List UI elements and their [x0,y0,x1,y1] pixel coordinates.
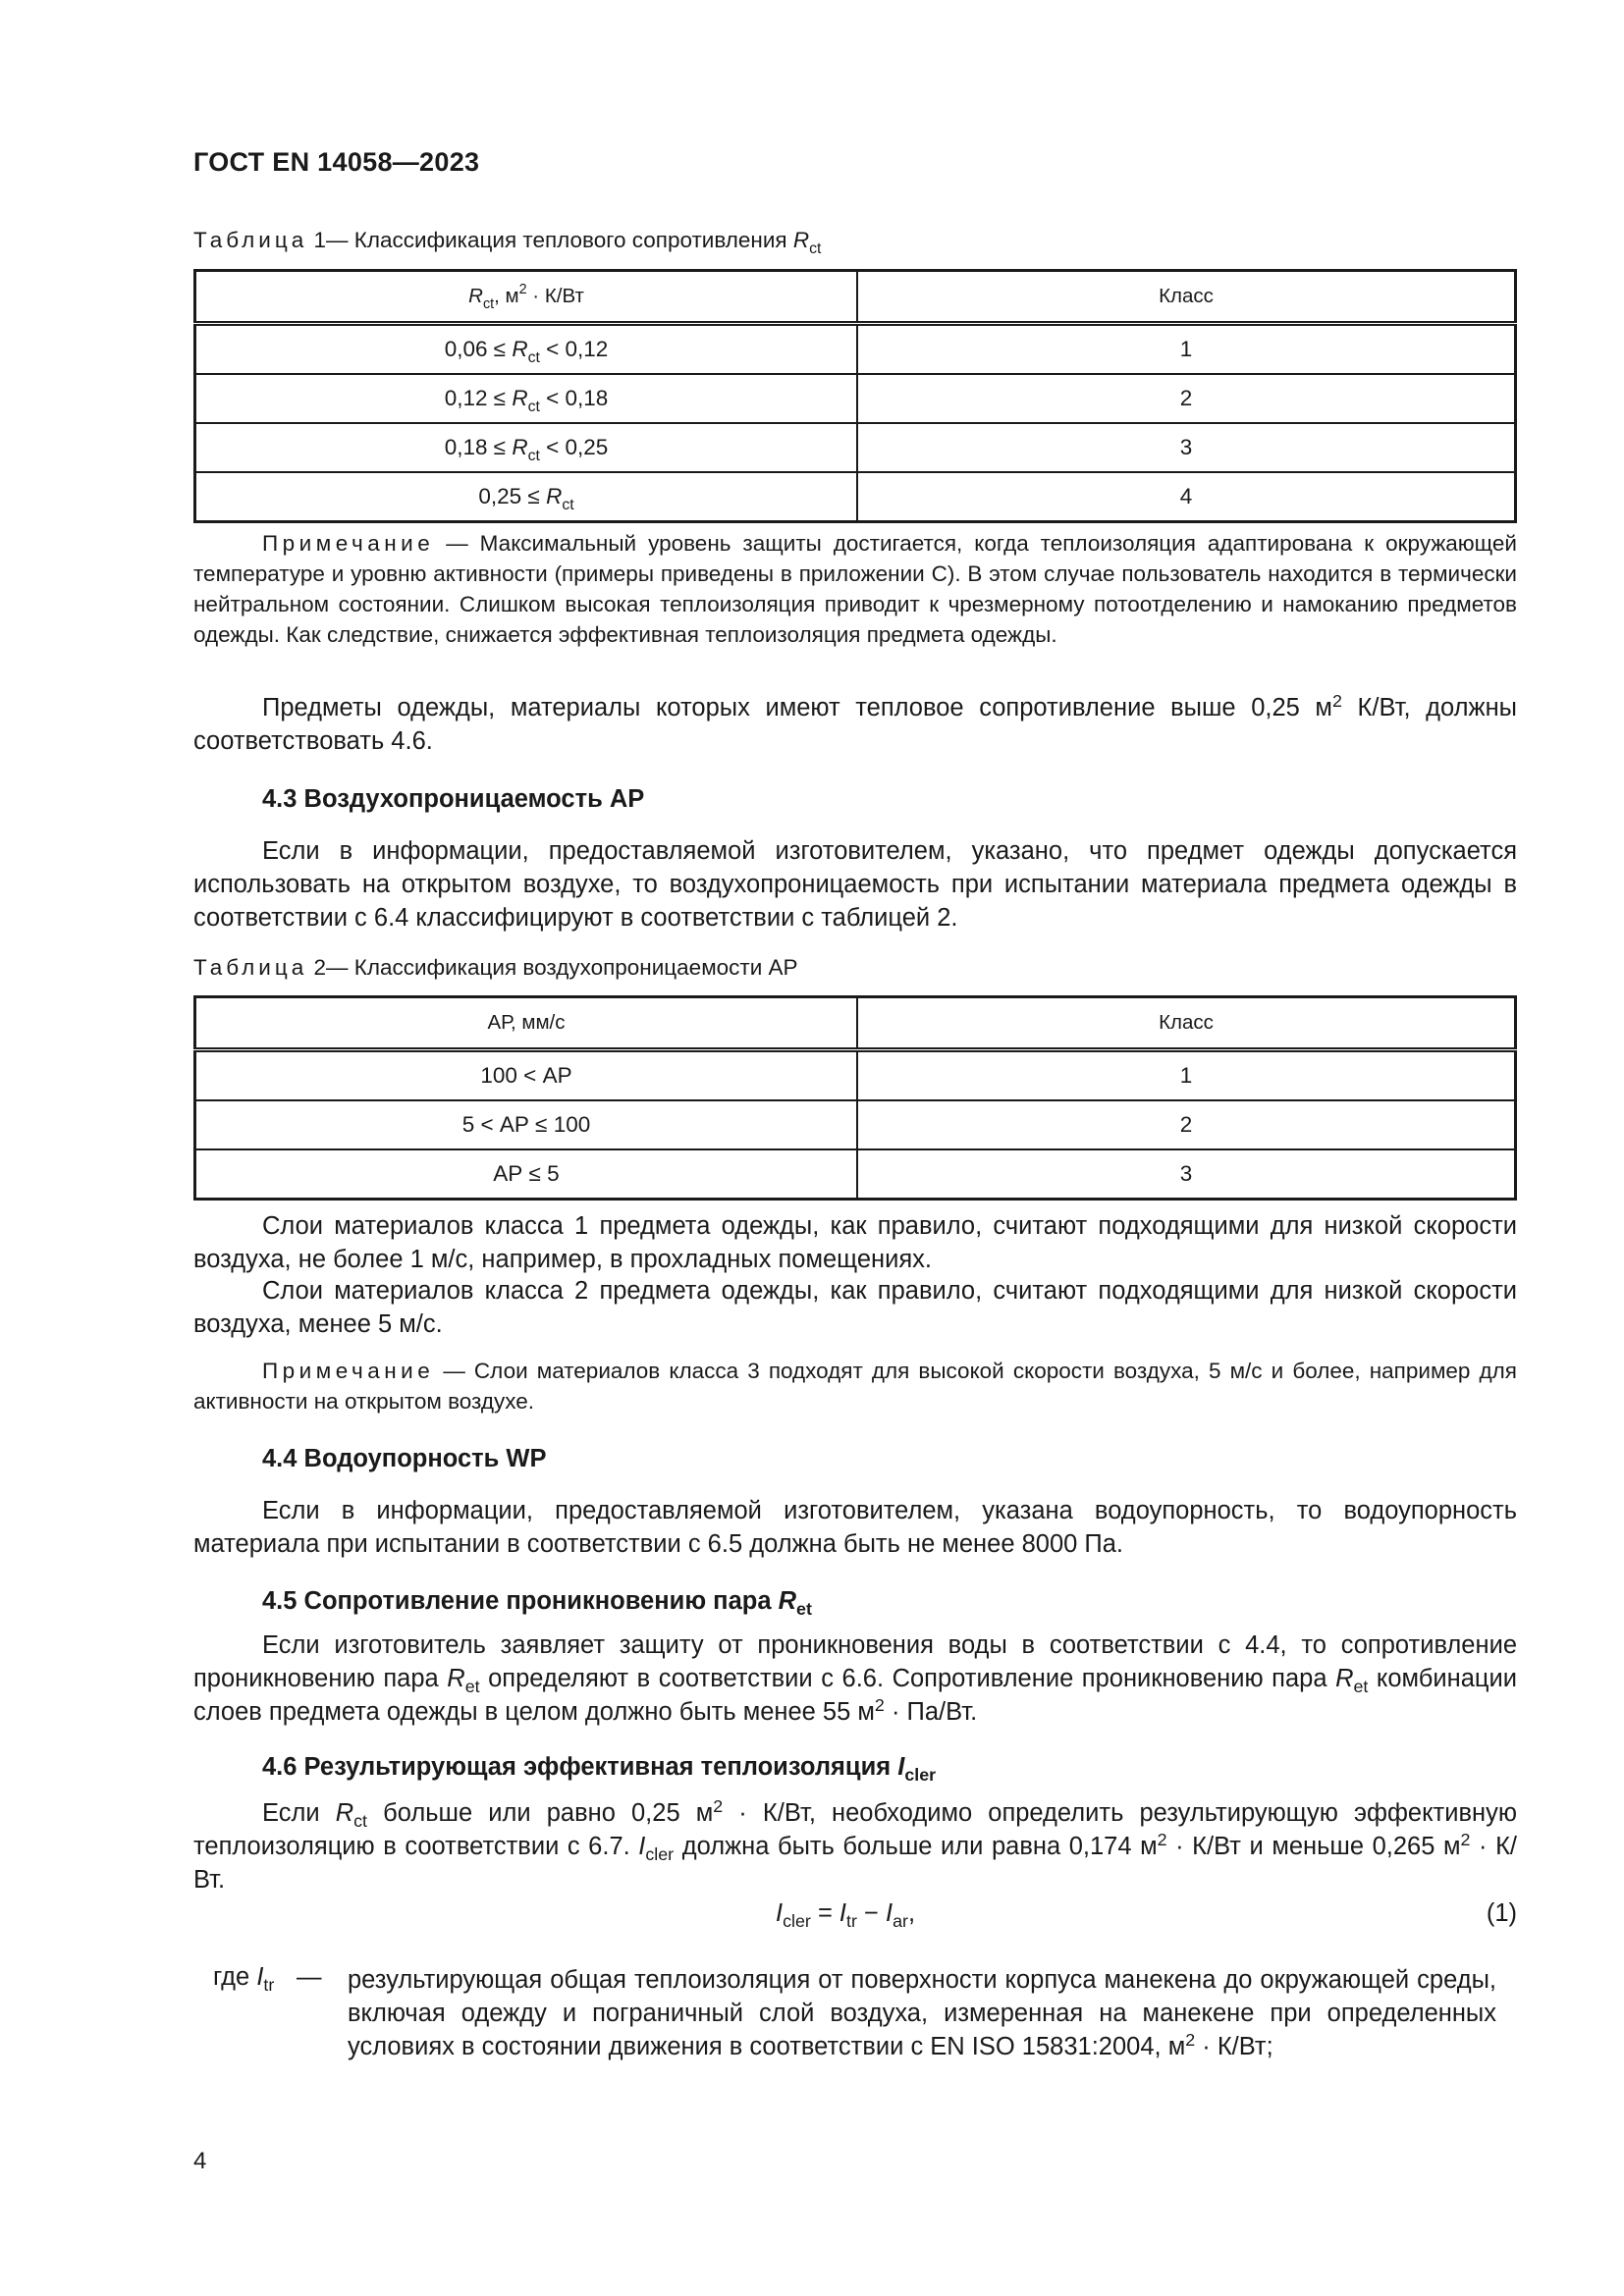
text: 0,12 ≤ [444,386,513,410]
text: где [213,1963,257,1991]
col-header-class: Класс [857,271,1516,324]
symbol: R [546,484,563,508]
table-header-row [195,271,1516,324]
text: Если изготовитель заявляет защиту от проникновения воды в соответствии с 4.4, то сопротивление проникновению пара [193,1631,1517,1692]
equation-formula [776,1899,916,1931]
note-text: — Слои материалов класса 3 подходят для высокой скорости воздуха, 5 м/с и более, например для активности на открытом воздухе. [193,1359,1517,1414]
section-4-3-heading: 4.3 Воздухопроницаемость АР [262,785,645,813]
text: Предметы одежды, материалы которых имеют тепловое сопротивление выше 0,25 м [262,694,1332,721]
text: · К/Вт; [1195,2033,1273,2060]
cell-range [195,423,858,472]
cell-class: 1 [857,1050,1516,1101]
text: определяют в соответствии с 6.6. Сопротивление проникновению пара [479,1665,1336,1692]
table-row [195,1149,1516,1200]
subscript: cler [645,1844,675,1864]
symbol: I [839,1899,847,1927]
superscript: 2 [1331,691,1342,711]
paragraph-class2: Слои материалов класса 2 предмета одежды, как правило, считают подходящими для низкой скорости воздуха, менее 5 м/с. [193,1277,1517,1338]
symbol: R [1335,1665,1354,1692]
table-header-row [195,997,1516,1050]
subscript: cler [783,1911,811,1931]
subscript: et [796,1599,812,1619]
table1-caption [193,228,822,257]
symbol: I [638,1833,646,1860]
text: больше или равно 0,25 м [367,1799,714,1827]
section-4-4-heading: 4.4 Водоупорность WP [262,1445,547,1472]
section-4-4-text: Если в информации, предоставляемой изготовителем, указана водоупорность, то водоупорность материала при испытании в соответствии с 6.5 должна быть не менее 8000 Па. [193,1497,1517,1558]
table-row [195,324,1516,375]
table2-caption [193,955,798,981]
cell-range [195,472,858,522]
table-row [195,374,1516,423]
cell-class: 2 [857,374,1516,423]
page-number: 4 [193,2148,207,2174]
table-row [195,472,1516,522]
note-label: Примечание [262,531,435,556]
cell-class: 3 [857,423,1516,472]
paragraph-clothing-items [193,691,1517,758]
symbol: R [335,1799,354,1827]
symbol: I [256,1963,264,1991]
where-dash: — [297,1963,322,1991]
text: комбинации слоев предмета одежды в целом должно быть менее 55 м [193,1665,1517,1726]
text: , [907,1899,916,1927]
where-definition [348,1963,1496,2063]
text: результирующая общая теплоизоляция от поверхности корпуса манекена до окружающей среды, включая одежду и пограничный слой воздуха, измеренная на манекене при определенных условиях в состоянии движения в соответствии с EN ISO 15831:2004, м [348,1966,1496,2060]
subscript: et [1353,1677,1369,1696]
text: К/Вт, должны соответствовать 4.6. [193,694,1517,755]
text: 4.6 Результирующая эффективная теплоизоляция [262,1753,898,1781]
subscript: tr [263,1975,275,1995]
cell-range: 100 < АР [195,1050,858,1101]
table1-thermal-resistance [193,269,1517,523]
subscript: tr [846,1911,857,1931]
unit: , м [494,285,519,307]
cell-class: 1 [857,324,1516,375]
equation-number: (1) [1486,1899,1517,1927]
section-4-6-text [193,1796,1517,1896]
text: < 0,18 [539,386,609,410]
cell-class: 4 [857,472,1516,522]
table1-caption-number: 1 [313,228,327,252]
symbol: R [512,435,528,459]
symbol: R [512,337,528,361]
symbol: R [792,228,810,252]
subscript: ar [893,1911,908,1931]
operator: − [856,1899,886,1927]
symbol: R [512,386,528,410]
text: должна быть больше или равна 0,174 м [674,1833,1158,1860]
section-4-5-text [193,1629,1517,1729]
symbol: R [468,285,483,307]
text: 0,06 ≤ [444,337,513,361]
table-row [195,1050,1516,1101]
operator: = [810,1899,839,1927]
document-header: ГОСТ EN 14058—2023 [193,147,480,177]
symbol: I [776,1899,784,1927]
col-header-ap: АР, мм/с [195,997,858,1050]
table2-caption-prefix: Таблица [193,955,308,980]
paragraph-class1: Слои материалов класса 1 предмета одежды, как правило, считают подходящими для низкой скорости воздуха, не более 1 м/с, например, в прохладных помещениях. [193,1212,1517,1273]
text: Если [262,1799,336,1827]
cell-range: 5 < АР ≤ 100 [195,1100,858,1149]
cell-range [195,374,858,423]
symbol: R [447,1665,465,1692]
text: · К/Вт, необходимо определить результирующую эффективную теплоизоляцию в соответствии с 6.7. [193,1799,1517,1860]
table-row [195,423,1516,472]
note-1 [193,528,1517,650]
section-4-3-text: Если в информации, предоставляемой изготовителем, указано, что предмет одежды допускается использовать на открытом воздухе, то воздухопроницаемость при испытании материала предмета одежды в соответствии с 6.4 классифицируют в соответствии с таблицей 2. [193,837,1517,932]
section-4-6-heading [262,1753,937,1785]
text: < 0,12 [539,337,609,361]
subscript: ct [562,497,574,513]
subscript: ct [527,448,540,464]
unit: · К/Вт [526,285,584,307]
table1-caption-text: — Классификация теплового сопротивления [326,228,793,252]
symbol: I [885,1899,893,1927]
text: 0,18 ≤ [444,435,513,459]
text: · Па/Вт. [884,1698,978,1726]
subscript: ct [527,399,540,415]
table2-caption-text: — Классификация воздухопроницаемости АР [326,955,798,980]
subscript: ct [527,349,540,366]
section-4-5-heading [262,1587,812,1619]
note-text: — Максимальный уровень защиты достигается, когда теплоизоляция адаптирована к окружающей температуре и уровню активности (примеры приведены в приложении С). В этом случае пользователь находится в термически нейтральном состоянии. Слишком высокая теплоизоляция приводит к чрезмерному потоотделению и намоканию предметов одежды. Как следствие, снижается эффективная теплоизоляция предмета одежды. [193,531,1517,647]
text: < 0,25 [539,435,609,459]
cell-class: 3 [857,1149,1516,1200]
cell-class: 2 [857,1100,1516,1149]
superscript: 2 [713,1796,724,1816]
col-header-rct [195,271,858,324]
subscript: ct [353,1811,368,1831]
subscript: et [464,1677,480,1696]
superscript: 2 [874,1695,885,1715]
text: · К/Вт и меньше 0,265 м [1166,1833,1461,1860]
symbol: R [778,1587,797,1615]
superscript: 2 [1157,1830,1167,1849]
cell-range: АР ≤ 5 [195,1149,858,1200]
cell-range [195,324,858,375]
note-label: Примечание [262,1359,435,1383]
superscript: 2 [1185,2030,1196,2050]
subscript: ct [482,296,495,312]
text: 4.5 Сопротивление проникновению пара [262,1587,779,1615]
symbol: I [897,1753,905,1781]
table-row [195,1100,1516,1149]
table2-caption-number: 2 [313,955,327,980]
note-2 [193,1356,1517,1416]
subscript: ct [809,240,822,257]
subscript: cler [904,1765,937,1785]
superscript: 2 [518,282,527,297]
superscript: 2 [1460,1830,1471,1849]
table1-caption-prefix: Таблица [193,228,308,252]
text: · К/Вт. [193,1833,1518,1894]
col-header-class: Класс [857,997,1516,1050]
table2-air-permeability [193,995,1517,1201]
where-term [213,1963,275,1995]
text: 0,25 ≤ [478,484,547,508]
